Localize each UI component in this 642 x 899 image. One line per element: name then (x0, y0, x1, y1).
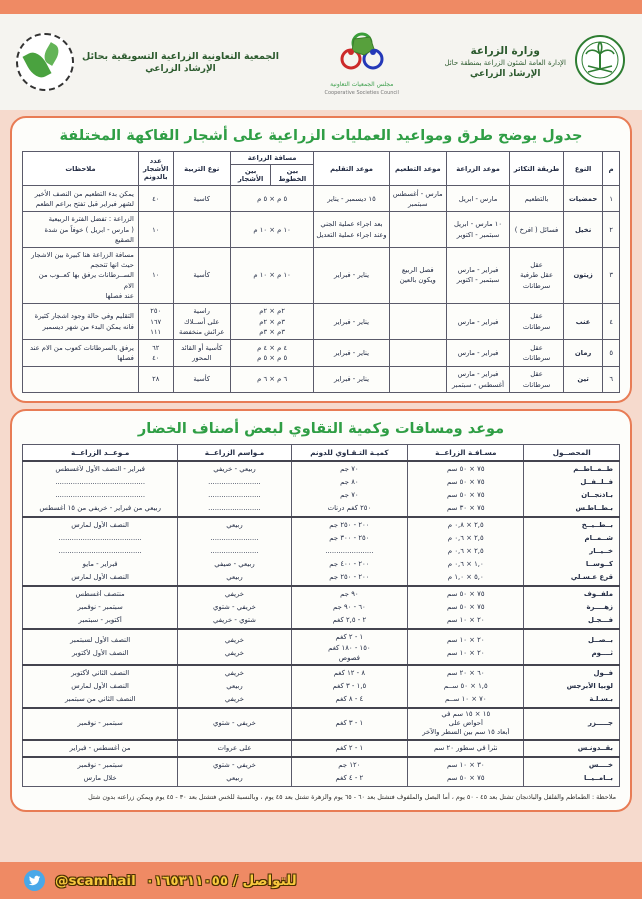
fruit-cell-training: كأسية (173, 247, 230, 303)
fruit-cell-num: ٤ (603, 303, 620, 340)
veg-line: النصف الأول لسبتمبر (70, 635, 131, 644)
fruit-cell-propagation: عقل عقل طرفية سرطانات (510, 247, 564, 303)
veg-table-card (10, 409, 632, 812)
veg-line: خريفي (224, 590, 245, 599)
veg-line: ٢٥٠ - ٣٠٠ جم (329, 534, 370, 543)
veg-line: خريفي (224, 668, 245, 677)
veg-col-date: مـوعــد الزراعــة (23, 445, 178, 462)
veg-line: سبتمبر - نوفمبر (77, 603, 123, 612)
header (0, 14, 642, 110)
veg-line: ١٥٠ - ١٨٠ كغم فصوص (328, 644, 371, 662)
veg-cell-date (23, 461, 178, 517)
veg-line: زهــــرة (586, 603, 613, 612)
ministry-line2: الإدارة العامة لشئون الزراعة بمنطقة حائل (444, 59, 566, 67)
col-distance: مسافة الزراعة (230, 152, 314, 165)
fruit-cell-count: ٢٥٠ ١٦٧ ١١١ (138, 303, 173, 340)
veg-line: ملفــوف (583, 590, 613, 599)
veg-line: فبراير - النصف الأول لأغسطس (55, 465, 145, 474)
ministry-org (444, 34, 626, 90)
veg-line: بــطــيــخ (581, 521, 613, 530)
veg-line: ٢٠ × ١٠ سم (447, 635, 485, 644)
veg-line: سبتمبر - نوفمبر (77, 719, 123, 728)
fruit-table-body (23, 186, 620, 393)
fruit-table-title: جدول يوضح طرق ومواعيد العمليات الزراعية على أشجار الفاكهة المختلفة (59, 128, 583, 144)
veg-cell-distance (408, 461, 524, 517)
fruit-cell-planting: فبراير - مارس سبتمبر - اكتوبر (446, 247, 509, 303)
veg-cell-qty (291, 517, 407, 586)
veg-group-row (23, 757, 620, 787)
veg-cell-qty (291, 629, 407, 665)
veg-table-body (23, 461, 620, 786)
fruit-cell-pruning: يناير - فبراير (314, 366, 389, 392)
fruit-cell-notes: يرفق بالسرطانات كعوب من الام عند فصلها (23, 340, 139, 366)
veg-line: ...................... (325, 547, 374, 556)
fruit-cell-notes: التقليم وفي حالة وجود اشجار كثيرة فانه يمكن البدء من شهر ديسمبر (23, 303, 139, 340)
veg-col-qty: كميـة التـقـاوي للدونم (291, 445, 407, 462)
veg-line: ربيعي (226, 773, 243, 782)
veg-cell-qty (291, 757, 407, 787)
veg-line: ...................................... (58, 534, 142, 543)
fruit-cell-type: عنب (563, 303, 602, 340)
fruit-cell-grafting: مارس - أغسطس سبتمبر (389, 186, 446, 212)
veg-cell-name (524, 708, 620, 740)
veg-line: النصف الأول لمارس (71, 573, 129, 582)
veg-line: فــلــفــل (580, 478, 613, 487)
veg-cell-season (178, 665, 291, 708)
veg-cell-qty (291, 665, 407, 708)
veg-line: النصف الأول لمارس (71, 681, 129, 690)
veg-line: ربيعي - خريفي (213, 465, 256, 474)
fruit-cell-num: ٣ (603, 247, 620, 303)
veg-line: فــول (593, 668, 613, 677)
veg-cell-qty (291, 740, 407, 757)
veg-cell-name (524, 665, 620, 708)
veg-line: ٨ - ١٢ كغم (333, 668, 366, 677)
veg-line: ٢,٥ × ٠,٦ م (447, 547, 484, 556)
col-grafting: موعد التطعيم (389, 152, 446, 186)
fruit-cell-pruning: يناير - فبراير (314, 247, 389, 303)
veg-line: ........................ (208, 478, 261, 487)
fruit-cell-notes: مسافة الزراعة هنا كبيرة بين الاشجار حيث انها تتحجم الســرطانات يرفق بها كعــوب من الام عند فصلها (23, 247, 139, 303)
veg-line: ٧٠ جم (340, 491, 359, 500)
veg-line: خريفي - شتوي (213, 603, 256, 612)
col-pruning: موعد التقليم (314, 152, 389, 186)
association-emblem-icon (16, 33, 74, 91)
fruit-cell-training: كأسية أو القائد المحور (173, 340, 230, 366)
veg-line: ربيعي (226, 681, 243, 690)
veg-group-row (23, 586, 620, 629)
veg-line: ٣٠ × ١٠ سم (447, 760, 485, 769)
fruit-cell-propagation: عقل سرطانات (510, 340, 564, 366)
fruit-cell-pruning: يناير - فبراير (314, 303, 389, 340)
fruit-cell-grafting: فصل الربيع ويكون بالعين (389, 247, 446, 303)
veg-line: فـــجـل (587, 616, 613, 625)
association-line1: الجمعية التعاونية الزراعية التسويقية بحائل (82, 50, 279, 62)
footer-bar (0, 862, 642, 899)
veg-line: ٢,٥ × ٠,٦ م (447, 534, 484, 543)
veg-line: نثراً في سطور ٢٠ سم (433, 743, 498, 752)
veg-line: على عروات (217, 743, 252, 752)
veg-cell-distance (408, 586, 524, 629)
col-training: نوع التربية (173, 152, 230, 186)
fruit-cell-propagation: عقل سرطانات (510, 366, 564, 392)
veg-cell-date (23, 665, 178, 708)
fruit-cell-training: كأسية (173, 366, 230, 392)
veg-line: شتوي - خريفي (213, 616, 256, 625)
fruit-cell-pruning: ١٥ ديسمبر - يناير (314, 186, 389, 212)
veg-group-row (23, 629, 620, 665)
fruit-cell-num: ١ (603, 186, 620, 212)
col-count: عدد الأشجار بالدونم (138, 152, 173, 186)
fruit-row (23, 303, 620, 340)
fruit-cell-count: ١٠ (138, 212, 173, 248)
veg-line: بــامــيــا (584, 773, 613, 782)
fruit-cell-distance: ٤ م × ٤ م ٥ م × ٥ م (230, 340, 314, 366)
col-dist-lines: بين الخطوط (271, 165, 314, 186)
twitter-icon[interactable] (24, 870, 45, 891)
veg-line: خريفي (224, 635, 245, 644)
veg-line: ٢٠ × ١٠ سم (447, 616, 485, 625)
council-line2: Cooperative Societies Council (324, 89, 399, 96)
veg-line: النصف الأول لمارس (71, 521, 129, 530)
veg-cell-distance (408, 708, 524, 740)
veg-line: ٧٥ × ٥٠ سم (447, 590, 485, 599)
veg-cell-date (23, 740, 178, 757)
col-planting: موعد الزراعة (446, 152, 509, 186)
veg-cell-season (178, 740, 291, 757)
veg-group-row (23, 517, 620, 586)
fruit-table-card (10, 116, 632, 403)
fruit-cell-distance: ٢م × ٢م ٣م × ٢م ٣م × ٣م (230, 303, 314, 340)
veg-line: النصف الأول لأكتوبر (71, 648, 129, 657)
fruit-cell-propagation: عقل سرطانات (510, 303, 564, 340)
veg-cell-name (524, 740, 620, 757)
fruit-cell-training: راسية على أســلاك عرائش منخفضة (173, 303, 230, 340)
fruit-cell-type: نخيل (563, 212, 602, 248)
veg-cell-distance (408, 629, 524, 665)
veg-line: كــوســا (585, 560, 613, 569)
veg-line: ٦٠ - ٩٠ جم (333, 603, 366, 612)
council-org (325, 29, 399, 96)
association-text (82, 51, 279, 74)
fruit-cell-type: تين (563, 366, 602, 392)
fruit-cell-planting: فبراير - مارس (446, 303, 509, 340)
veg-line: من أغسطس - فبراير (69, 743, 131, 752)
council-logo-icon (334, 29, 390, 79)
veg-line: ١,٥ × ٥٠ ســم (443, 681, 488, 690)
fruit-cell-notes (23, 366, 139, 392)
veg-line: ربيعي (226, 521, 243, 530)
fruit-cell-num: ٢ (603, 212, 620, 248)
veg-cell-qty (291, 708, 407, 740)
veg-group-row (23, 665, 620, 708)
fruit-cell-grafting (389, 366, 446, 392)
veg-line: ٧٥ × ٥٠ سم (447, 773, 485, 782)
fruit-cell-num: ٦ (603, 366, 620, 392)
fruit-cell-notes: الزراعة : تفضل الفترة الربيعية ( مارس - ابريل ) خوفاً من شدة الصقيع (23, 212, 139, 248)
veg-line: خــيــار (589, 547, 613, 556)
veg-line: ٢٠٠ - ٢٥٠ جم (329, 521, 370, 530)
veg-line: ٧٥ × ٥٠ سم (447, 603, 485, 612)
veg-cell-distance (408, 517, 524, 586)
council-line1: مجلس الجمعيات التعاونية (330, 80, 394, 88)
top-accent-bar (0, 0, 642, 14)
veg-line: ٢٠٠ - ٤٠٠ جم (329, 560, 370, 569)
fruit-row (23, 212, 620, 248)
col-num: م (603, 152, 620, 186)
veg-line: ٢,٥ × ٠,٨ م (447, 521, 484, 530)
veg-line: ١ - ٢ كغم (335, 633, 364, 642)
veg-line: النصف الثاني لأكتوبر (71, 668, 130, 677)
veg-line: خريفي - شتوي (213, 719, 256, 728)
veg-line: جـــــزر (588, 719, 613, 728)
ministry-line3: الإرشاد الزراعي (469, 69, 541, 79)
veg-line: خريفي (224, 694, 245, 703)
fruit-cell-count: ١٠ (138, 247, 173, 303)
col-propagation: طريقة التكاثر (510, 152, 564, 186)
fruit-cell-planting: ١٠ مارس - ابريل سبتمبر - اكتوبر (446, 212, 509, 248)
fruit-cell-propagation: فسائل ( افرخ ) (510, 212, 564, 248)
veg-line: بـاذنجــان (581, 491, 613, 500)
veg-line: بقــدونـس (577, 743, 613, 752)
veg-cell-date (23, 708, 178, 740)
veg-line: ١,٥ - ٣ كغم (332, 681, 367, 690)
veg-line: ٢ - ٢,٥ كغم (332, 616, 367, 625)
footnote: ملاحظة : الطماطم والفلفل والباذنجان تشتل بعد ٤٥ - ٥٠ يوم ، أما البصل والملفوف فتشتل بعد ٦٠ - ٦٥ يوم والزهرة تشتل بعد ٤٥ يوم ، وبالنسبة للخس فتشتل بعد ٣٠ - ٤٥ يوم ويمكن زراعته بدون شتل (88, 792, 616, 801)
veg-line: خريفي (224, 648, 245, 657)
veg-col-distance: مسـافـة الزراعــة (408, 445, 524, 462)
fruit-row (23, 186, 620, 212)
fruit-table (22, 151, 620, 393)
veg-line: ربيعي (226, 573, 243, 582)
veg-line: ٥,٠ × ١,٠ م (447, 573, 484, 582)
fruit-cell-planting: مارس - ابريل (446, 186, 509, 212)
veg-table-title: موعد ومسافات وكمية التقاوي لبعض أصناف الخضار (137, 421, 505, 438)
veg-line: أكتوبر - سبتمبر (78, 616, 122, 625)
veg-line: ربيعي من فبراير - خريفي من ١٥ أغسطس (39, 504, 161, 513)
veg-cell-name (524, 629, 620, 665)
veg-col-season: مـواسم الزراعــة (178, 445, 291, 462)
col-notes: ملاحظات (23, 152, 139, 186)
veg-line: خريفي - شتوي (213, 760, 256, 769)
veg-line: ١ - ٢ كغم (335, 743, 364, 752)
veg-line: ٧٠ جم (340, 465, 359, 474)
veg-cell-season (178, 461, 291, 517)
veg-line: ٧٥ × ٥٠ سم (447, 478, 485, 487)
veg-line: خــــس (588, 760, 613, 769)
veg-line: ٦٠ × ٢٠ سم (447, 668, 485, 677)
fruit-cell-training (173, 212, 230, 248)
fruit-cell-type: حمضيات (563, 186, 602, 212)
fruit-cell-training: كاسية (173, 186, 230, 212)
veg-line: ٢٠ × ١٠ سم (447, 648, 485, 657)
veg-col-crop: المحصــول (524, 445, 620, 462)
fruit-cell-grafting (389, 303, 446, 340)
veg-cell-qty (291, 586, 407, 629)
veg-cell-date (23, 517, 178, 586)
veg-line: ٢ - ٤ كغم (335, 773, 364, 782)
fruit-cell-distance: ٥ م × ٥ م (230, 186, 314, 212)
fruit-row (23, 340, 620, 366)
fruit-cell-planting: فبراير - مارس أغسطس - سبتمبر (446, 366, 509, 392)
veg-line: ٨٠ جم (340, 478, 359, 487)
association-org (16, 33, 279, 91)
fruit-cell-distance: ١٠ م × ١٠ م (230, 212, 314, 248)
veg-line: ١ - ٣ كغم (335, 719, 364, 728)
veg-line: النصف الثاني من سبتمبر (64, 694, 136, 703)
veg-line: ١,٠ × ٠,٦ م (447, 560, 484, 569)
fruit-cell-pruning: يناير - فبراير (314, 340, 389, 366)
veg-line: ٢٠٠ - ٢٥٠ جم (329, 573, 370, 582)
fruit-cell-grafting (389, 212, 446, 248)
fruit-cell-type: رمان (563, 340, 602, 366)
veg-line: لوبيا الأبرجس (566, 681, 613, 690)
veg-line: ٢٥٠ كغم درنات (327, 504, 372, 513)
fruit-cell-count: ٦٢ ٤٠ (138, 340, 173, 366)
veg-line: ٧٥ × ٣٠ سم (447, 504, 485, 513)
veg-cell-season (178, 517, 291, 586)
veg-line: ١٢٠ جم (338, 760, 361, 769)
veg-line: خلال مارس (83, 773, 117, 782)
fruit-cell-count: ٤٠ (138, 186, 173, 212)
veg-line: ........................ (208, 504, 261, 513)
veg-cell-season (178, 757, 291, 787)
veg-cell-name (524, 586, 620, 629)
veg-cell-qty (291, 461, 407, 517)
fruit-cell-type: زيتون (563, 247, 602, 303)
fruit-cell-notes: يمكن بدء التطعيم من النصف الأخير لشهر فبراير قبل تفتح براعم الطعم (23, 186, 139, 212)
fruit-cell-distance: ٦ م × ٦ م (230, 366, 314, 392)
fruit-cell-pruning: بعد اجراء عملية الجني وعند اجراء عملية التعديل (314, 212, 389, 248)
veg-group-row (23, 461, 620, 517)
veg-line: ربيعي - صيفي (214, 560, 255, 569)
fruit-cell-grafting (389, 340, 446, 366)
fruit-row (23, 247, 620, 303)
veg-line: ......................................... (55, 478, 146, 487)
veg-cell-name (524, 517, 620, 586)
ministry-text (444, 45, 566, 79)
veg-line: ...................... (210, 534, 259, 543)
veg-cell-name (524, 757, 620, 787)
veg-line: بـطــاطـس (575, 504, 613, 513)
twitter-handle[interactable]: @scamhail (55, 872, 136, 889)
fruit-cell-num: ٥ (603, 340, 620, 366)
fruit-cell-count: ٢٨ (138, 366, 173, 392)
veg-cell-date (23, 586, 178, 629)
fruit-cell-distance: ١٠ م × ١٠ م (230, 247, 314, 303)
veg-line: بــصــل (588, 635, 613, 644)
veg-line: طــمــاطــم (573, 465, 613, 474)
veg-group-row (23, 708, 620, 740)
veg-line: ......................................... (55, 491, 146, 500)
veg-group-row (23, 740, 620, 757)
col-dist-trees: بين الأشجار (230, 165, 271, 186)
veg-cell-date (23, 629, 178, 665)
veg-cell-date (23, 757, 178, 787)
veg-cell-season (178, 586, 291, 629)
ministry-line1: وزارة الزراعة (470, 45, 540, 57)
veg-line: قرع عـسـلي (570, 573, 613, 582)
veg-line: فبراير - مايو (82, 560, 118, 569)
fruit-row (23, 366, 620, 392)
fruit-cell-planting: فبراير - مارس (446, 340, 509, 366)
ministry-emblem-icon (574, 34, 626, 90)
veg-line: بـسـلـة (589, 694, 613, 703)
veg-line: ١٥ × ١٥ سم في أحواض على أبعاد ١٥ سم بين السطر والآخر (422, 709, 510, 737)
veg-line: منتصف أغسطس (75, 590, 125, 599)
veg-line: ........................ (208, 491, 261, 500)
veg-line: سبتمبر - نوفمبر (77, 760, 123, 769)
veg-line: ٧٥ × ٥٠ سم (447, 491, 485, 500)
contact-text: للتواصل / ٠١٦٥٣١١٠٥٥ (145, 872, 297, 889)
veg-line: ...................... (210, 547, 259, 556)
fruit-cell-propagation: بالتطعيم (510, 186, 564, 212)
veg-cell-distance (408, 757, 524, 787)
veg-line: ٧٥ × ٥٠ سم (447, 465, 485, 474)
col-type: النوع (563, 152, 602, 186)
association-line2: الإرشاد الزراعي (145, 63, 216, 74)
veg-line: ثــــوم (591, 648, 613, 657)
veg-line: شــمــام (584, 534, 613, 543)
veg-cell-season (178, 629, 291, 665)
veg-line: ٧٠ × ١٠ ســم (445, 694, 487, 703)
veg-table (22, 444, 620, 787)
veg-cell-season (178, 708, 291, 740)
veg-line: ٩٠ جم (340, 590, 359, 599)
veg-line: ٤ - ٨ كغم (335, 694, 364, 703)
veg-cell-name (524, 461, 620, 517)
veg-cell-distance (408, 740, 524, 757)
veg-line: ...................................... (58, 547, 142, 556)
veg-cell-distance (408, 665, 524, 708)
